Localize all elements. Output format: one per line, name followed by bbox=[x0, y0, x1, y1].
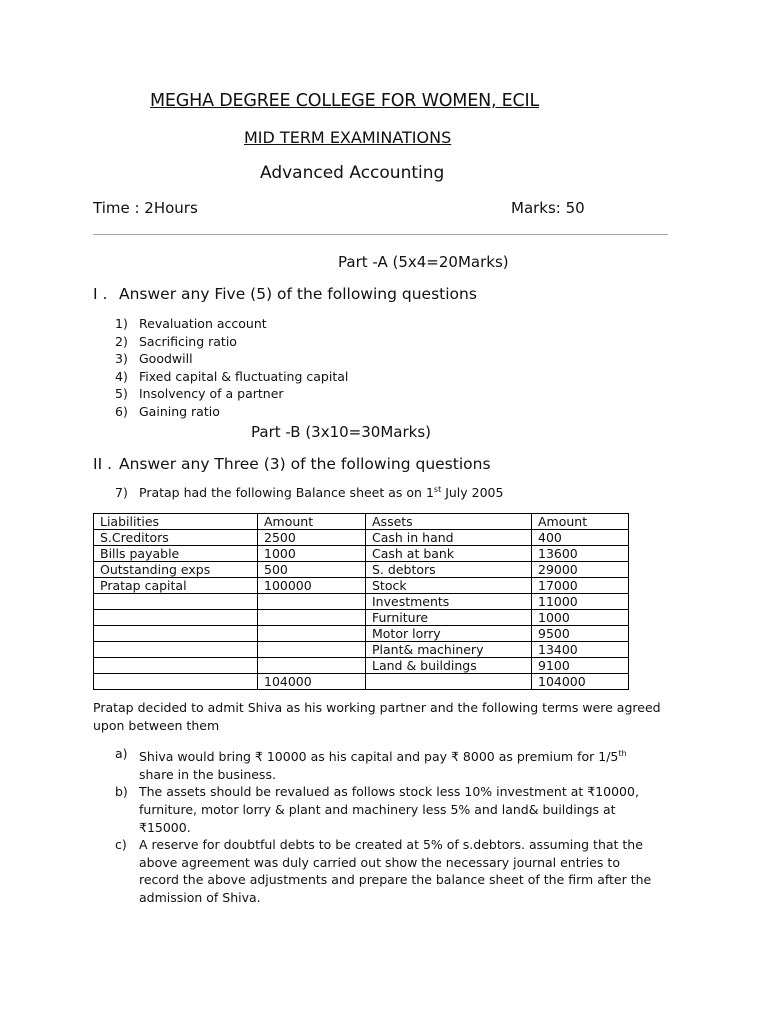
term-text: Shiva would bring ₹ 10000 as his capital and pay ₹ 8000 as premium for 1/5 bbox=[139, 749, 619, 765]
table-cell: 13400 bbox=[532, 642, 629, 658]
part-a-title: Part -A (5x4=20Marks) bbox=[338, 253, 509, 271]
list-item bbox=[115, 350, 348, 368]
table-cell: Plant& machinery bbox=[366, 642, 532, 658]
table-header-cell: Amount bbox=[258, 514, 366, 530]
table-cell bbox=[94, 626, 258, 642]
table-cell: 2500 bbox=[258, 530, 366, 546]
table-header-cell: Liabilities bbox=[94, 514, 258, 530]
question-number: 6) bbox=[115, 403, 128, 419]
part-a-question-list bbox=[115, 315, 348, 421]
table-cell: Land & buildings bbox=[366, 658, 532, 674]
table-cell: S.Creditors bbox=[94, 530, 258, 546]
table-cell: 400 bbox=[532, 530, 629, 546]
table-header-row bbox=[94, 514, 629, 530]
question-7 bbox=[115, 485, 503, 500]
terms-list bbox=[115, 745, 660, 907]
table-cell bbox=[258, 626, 366, 642]
table-row bbox=[94, 578, 629, 594]
question-number: 4) bbox=[115, 368, 128, 384]
table-row bbox=[94, 594, 629, 610]
table-cell bbox=[366, 674, 532, 690]
table-cell: Cash at bank bbox=[366, 546, 532, 562]
table-cell: 29000 bbox=[532, 562, 629, 578]
question-number: 7) bbox=[115, 485, 128, 501]
term-text: The assets should be revalued as follows stock less 10% investment at ₹10000, furniture, motor lorry & plant and machinery less 5% and land& buildings at ₹15000. bbox=[139, 784, 639, 835]
table-cell: 100000 bbox=[258, 578, 366, 594]
table-total-row bbox=[94, 674, 629, 690]
list-item bbox=[115, 836, 660, 906]
table-header-cell: Amount bbox=[532, 514, 629, 530]
question-text: Goodwill bbox=[139, 351, 193, 367]
table-cell bbox=[94, 658, 258, 674]
table-cell: 1000 bbox=[258, 546, 366, 562]
table-cell: 500 bbox=[258, 562, 366, 578]
balance-sheet-table bbox=[93, 513, 629, 690]
question-number: 5) bbox=[115, 386, 128, 402]
table-cell: Pratap capital bbox=[94, 578, 258, 594]
table-cell: Furniture bbox=[366, 610, 532, 626]
table-cell bbox=[94, 642, 258, 658]
table-row bbox=[94, 562, 629, 578]
table-cell: Investments bbox=[366, 594, 532, 610]
table-row bbox=[94, 610, 629, 626]
table-cell bbox=[258, 658, 366, 674]
question-number: 3) bbox=[115, 351, 128, 367]
table-cell bbox=[94, 594, 258, 610]
question-text: Fixed capital & fluctuating capital bbox=[139, 368, 349, 384]
table-cell: S. debtors bbox=[366, 562, 532, 578]
question-text: Pratap had the following Balance sheet as on 1 bbox=[139, 485, 434, 501]
admission-paragraph: Pratap decided to admit Shiva as his working partner and the following terms were agreed upon between them bbox=[93, 700, 661, 733]
table-cell: 1000 bbox=[532, 610, 629, 626]
table-row bbox=[94, 658, 629, 674]
question-text: Sacrificing ratio bbox=[139, 333, 237, 349]
exam-title: MID TERM EXAMINATIONS bbox=[244, 128, 452, 147]
list-item bbox=[115, 315, 348, 333]
college-name: MEGHA DEGREE COLLEGE FOR WOMEN, ECIL bbox=[150, 91, 540, 111]
list-item bbox=[115, 368, 348, 386]
question-text-end: July 2005 bbox=[441, 485, 504, 501]
question-text: Gaining ratio bbox=[139, 403, 220, 419]
section-number: II . bbox=[93, 455, 112, 473]
list-item bbox=[115, 403, 348, 421]
term-letter: c) bbox=[115, 837, 127, 853]
subject-title: Advanced Accounting bbox=[260, 163, 445, 183]
question-number: 2) bbox=[115, 333, 128, 349]
table-cell: 9100 bbox=[532, 658, 629, 674]
term-letter: b) bbox=[115, 784, 128, 800]
table-cell: Motor lorry bbox=[366, 626, 532, 642]
term-text-end: share in the business. bbox=[139, 766, 276, 782]
table-cell bbox=[258, 594, 366, 610]
table-row bbox=[94, 530, 629, 546]
table-cell: 11000 bbox=[532, 594, 629, 610]
table-cell: Bills payable bbox=[94, 546, 258, 562]
table-cell: Cash in hand bbox=[366, 530, 532, 546]
header-divider bbox=[93, 234, 668, 235]
table-cell: 17000 bbox=[532, 578, 629, 594]
question-text: Insolvency of a partner bbox=[139, 386, 284, 402]
question-number: 1) bbox=[115, 316, 128, 331]
time-label: Time : 2Hours bbox=[93, 199, 198, 217]
table-cell: Outstanding exps bbox=[94, 562, 258, 578]
table-header-cell: Assets bbox=[366, 514, 532, 530]
table-cell bbox=[94, 674, 258, 690]
list-item bbox=[115, 745, 660, 783]
table-cell: 104000 bbox=[258, 674, 366, 690]
term-text: A reserve for doubtful debts to be created at 5% of s.debtors. assuming that the above agreement was duly carried out show the necessary journal entries to record the above adjustments and prepare the balance sheet of the firm after the admission of Shiva. bbox=[139, 837, 652, 905]
table-cell bbox=[258, 610, 366, 626]
section-number: I . bbox=[93, 285, 108, 303]
list-item bbox=[115, 333, 348, 351]
part-b-title: Part -B (3x10=30Marks) bbox=[251, 423, 431, 441]
table-row bbox=[94, 626, 629, 642]
term-letter: a) bbox=[115, 746, 128, 761]
instruction-text: Answer any Three (3) of the following questions bbox=[119, 455, 491, 473]
table-cell: 9500 bbox=[532, 626, 629, 642]
section-i-instruction bbox=[93, 285, 477, 303]
marks-label: Marks: 50 bbox=[511, 199, 585, 217]
superscript: st bbox=[433, 485, 442, 494]
superscript: th bbox=[618, 749, 627, 758]
list-item bbox=[115, 385, 348, 403]
table-cell: 104000 bbox=[532, 674, 629, 690]
table-cell: Stock bbox=[366, 578, 532, 594]
table-row bbox=[94, 546, 629, 562]
list-item bbox=[115, 783, 660, 836]
table-cell bbox=[94, 610, 258, 626]
table-row bbox=[94, 642, 629, 658]
table-cell bbox=[258, 642, 366, 658]
table-cell: 13600 bbox=[532, 546, 629, 562]
instruction-text: Answer any Five (5) of the following questions bbox=[119, 285, 477, 303]
question-text: Revaluation account bbox=[139, 316, 267, 331]
section-ii-instruction bbox=[93, 455, 491, 473]
